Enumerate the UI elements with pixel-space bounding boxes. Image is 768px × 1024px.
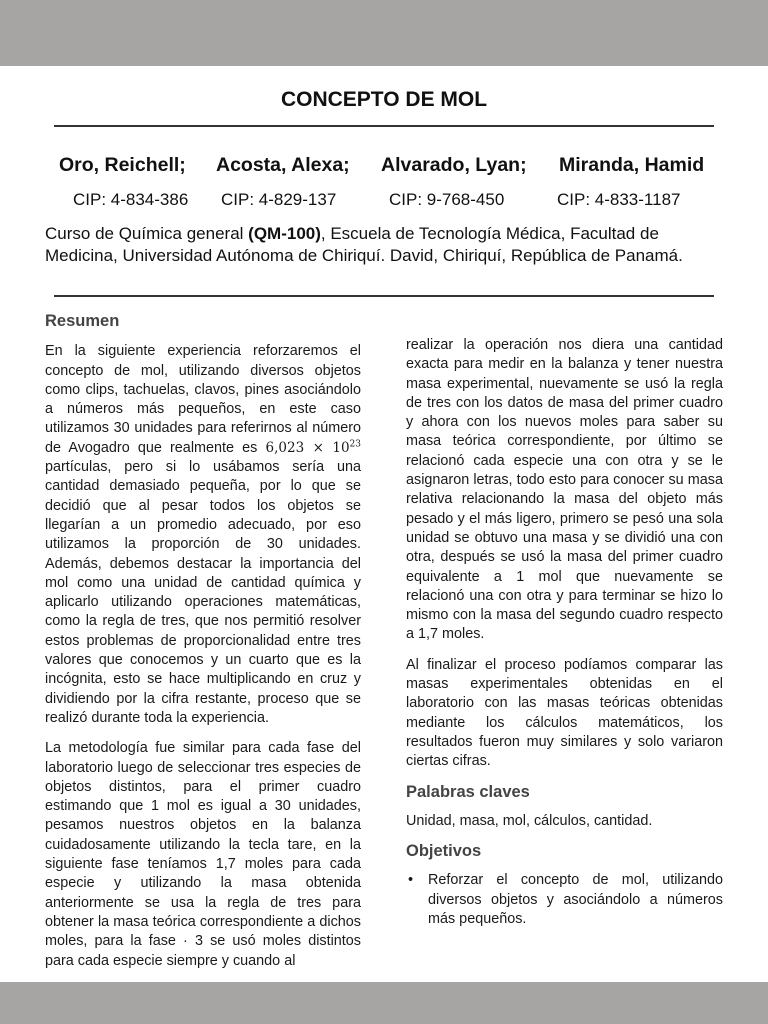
affiliation-course: Curso de Química general [45, 224, 249, 243]
section-heading-palabras-claves: Palabras claves [406, 782, 530, 801]
author-cip: CIP: 9-768-450 [389, 190, 505, 209]
conclusion-paragraph: Al finalizar el proceso podíamos comparar las masas experimentales obtenidas en el laboratorio con las masas teóricas obtenidas mediante los cálculos matemáticos, los resultados fueron muy similares y solo variaron ciertas cifras. [406, 656, 723, 770]
page-title: CONCEPTO DE MOL [280, 88, 488, 111]
section-heading-resumen: Resumen [45, 312, 120, 330]
author-name: Acosta, Alexa; [216, 154, 350, 176]
right-column [406, 336, 723, 929]
avogadro-number [266, 440, 361, 456]
avogadro-base: 6,023 × 10 [265, 439, 350, 456]
methodology-paragraph: realizar la operación nos diera una cantidad exacta para medir en la balanza y tener nuestra masa experimental, nuevamente se usó la regla de tres con los datos de masa del primer cuadro y ahora con los nuevos moles para saber su masa teórica correspondiente, por último se relacionó cada especie una con otra y se le asignaron letras, todo esto para conocer su masa relativa relacionando la masa del objeto más pesado y el más ligero, primero se pesó una sola unidad se obtuvo una masa y se dividió una con otra, después se usó la masa del primer cuadro equivalente a 1 mol que nuevamente se relacionó una con otra y para terminar se hizo lo mismo con la masa del segundo cuadro respecto a 1,7 moles. [406, 337, 723, 643]
section-heading-objetivos: Objetivos [406, 842, 482, 861]
divider [54, 295, 714, 297]
author-cip: CIP: 4-833-1187 [557, 190, 681, 209]
list-item [406, 871, 723, 929]
objective-text: Reforzar el concepto de mol, utilizando diversos objetos y asociándolo a números más pequeños. [428, 872, 723, 928]
methodology-paragraph: La metodología fue similar para cada fase del laboratorio luego de seleccionar tres especies de objetos distintos, para el primer cuadro estimando que 1 mol es igual a 30 unidades, pesamos nuestros objetos en la balanza cuidadosamente utilizando la tecla tare, en la siguiente fase teníamos 1,7 moles para cada especie y utilizando la masa obtenida anteriormente se usa la regla de tres para obtener la masa teórica correspondiente a dichos moles, para la fase · 3 se usó moles distintos para cada especie siempre y cuando al [45, 740, 361, 969]
left-column [45, 312, 361, 982]
author-cip: CIP: 4-829-137 [221, 190, 337, 209]
author-cip: CIP: 4-834-386 [73, 190, 189, 209]
objectives-list [406, 871, 723, 929]
keywords-text: Unidad, masa, mol, cálculos, cantidad. [406, 812, 653, 829]
bullet-icon: • [408, 872, 414, 889]
affiliation [45, 223, 725, 267]
paragraph-text: En la siguiente experiencia reforzaremos el concepto de mol, utilizando diversos objetos como clips, tachuelas, clavos, pines asociándolo a números más pequeños, en este caso utilizamos 30 unidades para referirnos al número de Avogadro que realmente es [45, 343, 361, 456]
abstract-paragraph [45, 342, 361, 728]
affiliation-institution: , Escuela de Tecnología Médica, Facultad de Medicina, Universidad Autónoma de Chiriquí. David, Chiriquí, República de Panamá. [45, 224, 683, 265]
author-name: Miranda, Hamid [559, 154, 705, 176]
paragraph-text: partículas, pero si lo usábamos sería una cantidad demasiado pequeña, por lo que se decidió que al pesar todos los objetos se llegarían a un promedio adecuado, por eso utilizamos la proporción de 30 unidades. Además, debemos destacar la importancia del mol como una unidad de cantidad química y aplicarlo utilizando operaciones matemáticas, como la regla de tres, que nos permitió resolver estos problemas de proporcionalidad entre tres valores que conocemos y un cuarto que es la incógnita, esto se hace multiplicando en cruz y dividiendo por la cifra restante, proceso que se realizó durante toda la experiencia. [45, 459, 361, 726]
document-page [0, 66, 768, 982]
avogadro-exponent: 23 [349, 439, 361, 450]
divider [54, 125, 714, 127]
course-code: (QM-100) [248, 224, 321, 243]
author-name: Oro, Reichell; [59, 154, 186, 176]
author-name: Alvarado, Lyan; [381, 154, 527, 176]
